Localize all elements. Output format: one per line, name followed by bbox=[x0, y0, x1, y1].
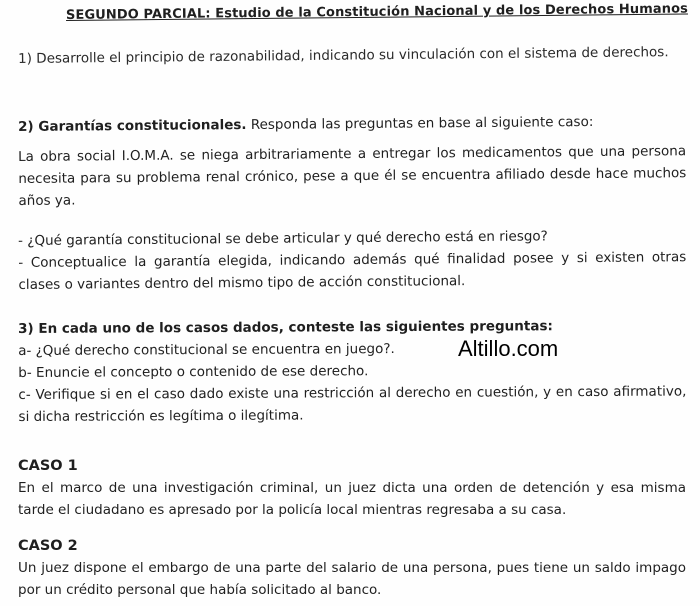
watermark: Altillo.com bbox=[458, 336, 559, 361]
exam-title: SEGUNDO PARCIAL: Estudio de la Constitución Nacional y de los Derechos Humanos bbox=[65, 1, 689, 23]
case-1-heading: CASO 1 bbox=[18, 458, 78, 474]
question-3-item-a: a- ¿Qué derecho constitucional se encuentra en juego?. bbox=[18, 341, 395, 359]
case-2-text: Un juez dispone el embargo de una parte del salario de una persona, pues tiene un saldo impago por un crédito personal que había solicitado al banco. bbox=[18, 560, 686, 598]
question-2-subquestions bbox=[18, 224, 687, 296]
question-3-heading: 3) En cada uno de los casos dados, conteste las siguientes preguntas: bbox=[18, 318, 553, 337]
case-1-text: En el marco de una investigación criminal, un juez dicta una orden de detención y esa misma tarde el ciudadano es apresado por la policía local mientras regresaba a su casa. bbox=[18, 480, 686, 518]
question-2-intro: Responda las preguntas en base al siguiente caso: bbox=[246, 113, 594, 134]
case-2 bbox=[18, 535, 686, 601]
question-2-case-text: La obra social I.O.M.A. se niega arbitrariamente a entregar los medicamentos que una persona necesita para su problema renal crónico, pese a que él se encuentra afiliado desde hace muchos años ya. bbox=[18, 143, 687, 209]
question-2-line bbox=[18, 110, 686, 138]
question-2-header bbox=[18, 110, 686, 138]
question-3-item-c: c- Verifique si en el caso dado existe una restricción al derecho en cuestión, y en caso afirmativo, si dicha restricción es legítima o ilegítima. bbox=[18, 383, 687, 425]
question-3-item-b: b- Enuncie el concepto o contenido de ese derecho. bbox=[18, 363, 369, 381]
question-2-case bbox=[18, 140, 687, 212]
question-2-subquestion-b: - Conceptualice la garantía elegida, indicando además qué finalidad posee y si existen otras clases o variantes dentro del mismo tipo de acción constitucional. bbox=[18, 249, 687, 293]
question-2-subquestion-a: - ¿Qué garantía constitucional se debe articular y qué derecho está en riesgo? bbox=[18, 228, 548, 249]
case-2-heading: CASO 2 bbox=[18, 538, 78, 554]
question-1-text: 1) Desarrolle el principio de razonabilidad, indicando su vinculación con el sistema de derechos. bbox=[18, 44, 669, 67]
question-3 bbox=[18, 315, 687, 428]
case-1 bbox=[18, 455, 686, 521]
question-1 bbox=[18, 41, 686, 70]
question-2-heading: 2) Garantías constitucionales. bbox=[18, 117, 247, 135]
